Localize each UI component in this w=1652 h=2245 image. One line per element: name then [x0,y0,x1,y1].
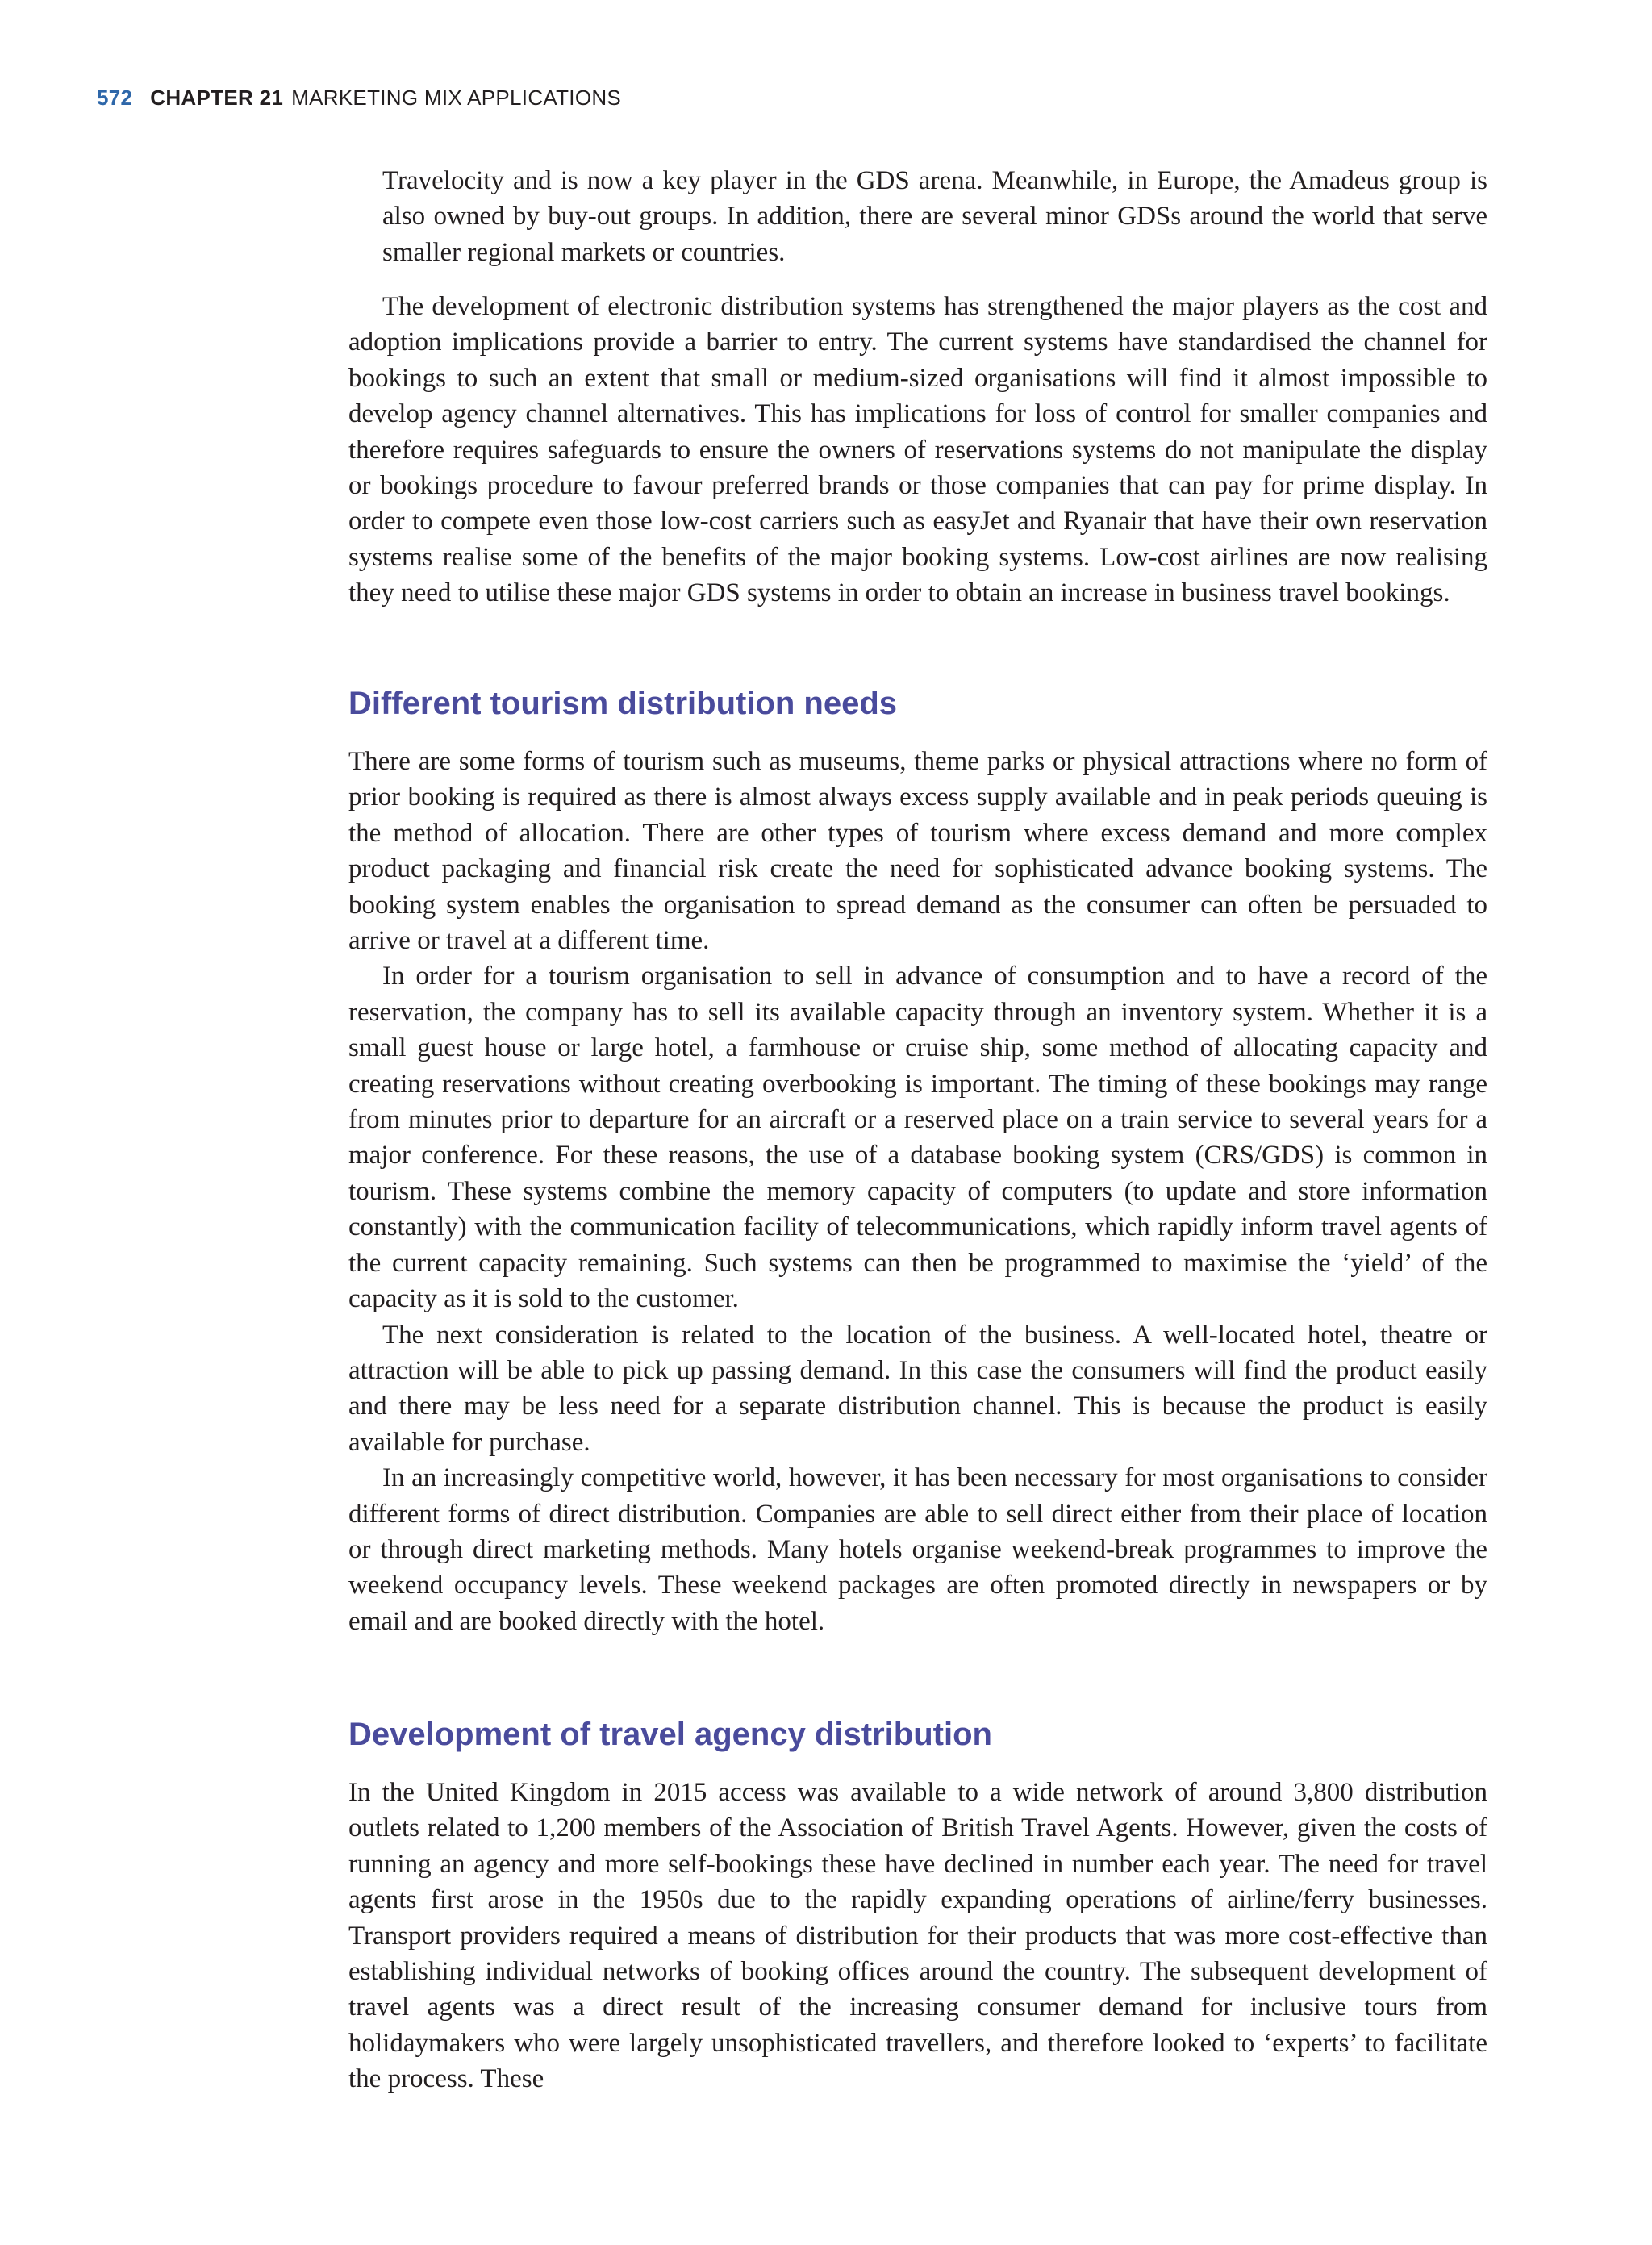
paragraph: In an increasingly competitive world, however, it has been necessary for most organisations to consider different forms of direct distribution. Companies are able to sell direct either from their place of location or through direct marketing methods. Many hotels organise weekend-break programmes to improve the weekend occupancy levels. These weekend packages are often promoted directly in newspapers or by email and are booked directly with the hotel. [348,1463,1487,1636]
continuation-paragraph: Travelocity and is now a key player in the GDS arena. Meanwhile, in Europe, the Amadeus group is also owned by buy-out groups. In addition, there are several minor GDSs around the world that serve smaller regional markets or countries. [382,166,1487,267]
running-head [97,86,621,111]
paragraph: The next consideration is related to the location of the business. A well-located hotel, theatre or attraction will be able to pick up passing demand. In this case the consumers will find the product easily and there may be less need for a separate distribution channel. This is because the product is easily available for purchase. [348,1320,1487,1457]
paragraph: There are some forms of tourism such as museums, theme parks or physical attractions where no form of prior booking is required as there is almost always excess supply available and in peak periods queuing is the method of allocation. There are other types of tourism where excess demand and more complex product packaging and financial risk create the need for sophisticated advance booking systems. The booking system enables the organisation to spread demand as the consumer can often be persuaded to arrive or travel at a different time. [348,747,1487,956]
section-distribution-needs-body [348,744,1487,1639]
page-number: 572 [97,86,133,110]
intro-paragraph: The development of electronic distribution systems has strengthened the major players as the cost and adoption implications provide a barrier to entry. The current systems have standardised the channel for bookings to such an extent that small or medium-sized organisations will find it almost impossible to develop agency channel alternatives. This has implications for loss of control for smaller companies and therefore requires safeguards to ensure the owners of reservations systems do not manipulate the display or bookings procedure to favour preferred brands or those companies that can pay for prime display. In order to compete even those low-cost carriers such as easyJet and Ryanair that have their own reservation systems realise some of the benefits of the major booking systems. Low-cost airlines are now realising they need to utilise these major GDS systems in order to obtain an increase in business travel bookings. [348,292,1487,608]
section-heading-travel-agency: Development of travel agency distribution [348,1717,992,1752]
chapter-title: MARKETING MIX APPLICATIONS [291,86,622,110]
section-travel-agency-body [348,1775,1487,2097]
paragraph: In order for a tourism organisation to sell in advance of consumption and to have a record of the reservation, the company has to sell its available capacity through an inventory system. Whether it is a small guest house or large hotel, a farmhouse or cruise ship, some method of allocating capacity and creating reservations without creating overbooking is important. The timing of these bookings may range from minutes prior to departure for an aircraft or a reserved place on a train service to several years for a major conference. For these reasons, the use of a database booking system (CRS/GDS) is common in tourism. These systems combine the memory capacity of computers (to update and store information constantly) with the communication facility of telecommunications, which rapidly inform travel agents of the current capacity remaining. Such systems can then be programmed to maximise the ‘yield’ of the capacity as it is sold to the customer. [348,962,1487,1314]
chapter-label: CHAPTER 21 [150,86,284,110]
section-heading-distribution-needs: Different tourism distribution needs [348,686,898,721]
paragraph: In the United Kingdom in 2015 access was available to a wide network of around 3,800 distribution outlets related to 1,200 members of the Association of British Travel Agents. However, given the costs of running an agency and more self-bookings these have declined in number each year. The need for travel agents first arose in the 1950s due to the rapidly expanding operations of airline/ferry businesses. Transport providers required a means of distribution for their products that was more cost-effective than establishing individual networks of booking offices around the country. The subsequent development of travel agents was a direct result of the increasing consumer demand for inclusive tours from holidaymakers who were largely unsophisticated travellers, and therefore looked to ‘experts’ to facilitate the process. These [348,1778,1487,2094]
